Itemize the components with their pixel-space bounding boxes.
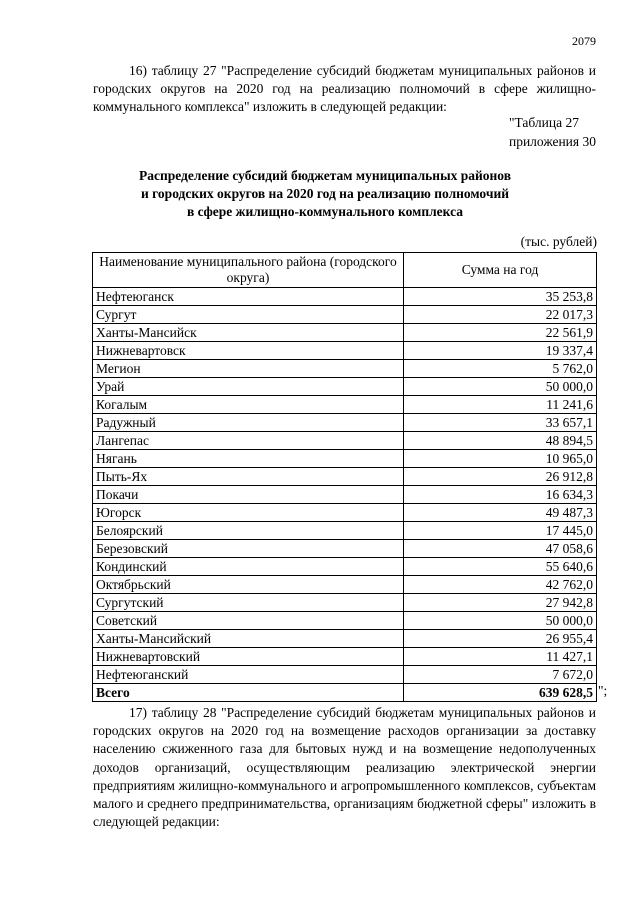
table-row xyxy=(93,450,597,468)
table-row xyxy=(93,486,597,504)
table-row xyxy=(93,432,597,450)
row-value: 50 000,0 xyxy=(404,612,597,630)
header-sum: Сумма на год xyxy=(404,253,597,288)
row-value: 11 427,1 xyxy=(404,648,597,666)
table-caption xyxy=(509,114,596,151)
row-name: Сургут xyxy=(93,306,404,324)
table-row xyxy=(93,396,597,414)
row-value: 22 561,9 xyxy=(404,324,597,342)
row-value: 26 955,4 xyxy=(404,630,597,648)
table-row xyxy=(93,666,597,684)
paragraph-17: 17) таблицу 28 "Распределение субсидий бюджетам муниципальных районов и городских округов на 2020 год на возмещение расходов организации за доставку населению сжиженного газа для бытовых нужд и на возмещение недополученных доходов организаций, осуществляющим реализацию электрической энергии предприятиям жилищно-коммунального и агропромышленного комплексов, субъектам малого и среднего предпринимательства, организациям бюджетной сферы" изложить в следующей редакции: xyxy=(93,705,596,830)
table-row xyxy=(93,378,597,396)
total-label: Всего xyxy=(93,684,404,702)
row-value: 48 894,5 xyxy=(404,432,597,450)
total-value: 639 628,5 xyxy=(404,684,597,702)
table-row xyxy=(93,630,597,648)
table-row xyxy=(93,540,597,558)
table-row xyxy=(93,576,597,594)
table-total-row xyxy=(93,684,597,702)
row-name: Мегион xyxy=(93,360,404,378)
row-name: Кондинский xyxy=(93,558,404,576)
row-value: 42 762,0 xyxy=(404,576,597,594)
row-name: Югорск xyxy=(93,504,404,522)
table-header-row xyxy=(93,253,597,288)
row-name: Пыть-Ях xyxy=(93,468,404,486)
row-name: Когалым xyxy=(93,396,404,414)
heading-line-3: в сфере жилищно-коммунального комплекса xyxy=(186,204,464,219)
row-name: Нижневартовский xyxy=(93,648,404,666)
table-row xyxy=(93,324,597,342)
row-value: 50 000,0 xyxy=(404,378,597,396)
table-row xyxy=(93,288,597,306)
row-value: 10 965,0 xyxy=(404,450,597,468)
table-caption-line-2: приложения 30 xyxy=(508,133,596,149)
row-name: Ханты-Мансийск xyxy=(93,324,404,342)
row-value: 26 912,8 xyxy=(404,468,597,486)
row-name: Покачи xyxy=(93,486,404,504)
table-row xyxy=(93,414,597,432)
table-row xyxy=(93,468,597,486)
table-row xyxy=(93,594,597,612)
row-name: Нижневартовск xyxy=(93,342,404,360)
row-value: 19 337,4 xyxy=(404,342,597,360)
row-value: 33 657,1 xyxy=(404,414,597,432)
table-heading xyxy=(80,167,570,221)
header-name: Наименование муниципального района (городского округа) xyxy=(93,253,404,288)
table-row xyxy=(93,648,597,666)
table-body xyxy=(93,288,597,702)
row-value: 35 253,8 xyxy=(404,288,597,306)
table-row xyxy=(93,504,597,522)
table-row xyxy=(93,360,597,378)
row-name: Сургутский xyxy=(93,594,404,612)
row-value: 7 672,0 xyxy=(404,666,597,684)
row-name: Белоярский xyxy=(93,522,404,540)
row-value: 49 487,3 xyxy=(404,504,597,522)
row-name: Радужный xyxy=(93,414,404,432)
units-label: (тыс. рублей) xyxy=(520,234,597,249)
table-row xyxy=(93,558,597,576)
row-value: 16 634,3 xyxy=(404,486,597,504)
row-value: 55 640,6 xyxy=(404,558,597,576)
row-name: Лангепас xyxy=(93,432,404,450)
page-number: 2079 xyxy=(572,34,596,48)
paragraph-16: 16) таблицу 27 "Распределение субсидий бюджетам муниципальных районов и городских округов на 2020 год на реализацию полномочий в сфере жилищно-коммунального комплекса" изложить в следующей редакции: xyxy=(93,63,596,115)
table-row xyxy=(93,306,597,324)
table-caption-line-1: "Таблица 27 xyxy=(508,115,579,130)
row-name: Урай xyxy=(93,378,404,396)
row-name: Нефтеюганск xyxy=(93,288,404,306)
table-row xyxy=(93,522,597,540)
table-row xyxy=(93,612,597,630)
heading-line-1: Распределение субсидий бюджетам муниципальных районов xyxy=(138,168,512,183)
row-value: 11 241,6 xyxy=(404,396,597,414)
row-value: 47 058,6 xyxy=(404,540,597,558)
row-name: Нефтеюганский xyxy=(93,666,404,684)
row-name: Нягань xyxy=(93,450,404,468)
heading-line-2: и городских округов на 2020 год на реализацию полномочий xyxy=(140,186,510,201)
row-name: Березовский xyxy=(93,540,404,558)
row-value: 17 445,0 xyxy=(404,522,597,540)
row-name: Октябрьский xyxy=(93,576,404,594)
row-value: 5 762,0 xyxy=(404,360,597,378)
row-name: Ханты-Мансийский xyxy=(93,630,404,648)
row-value: 22 017,3 xyxy=(404,306,597,324)
row-name: Советский xyxy=(93,612,404,630)
table-row xyxy=(93,342,597,360)
subsidy-table xyxy=(92,252,597,702)
row-value: 27 942,8 xyxy=(404,594,597,612)
closing-mark: "; xyxy=(598,683,608,698)
